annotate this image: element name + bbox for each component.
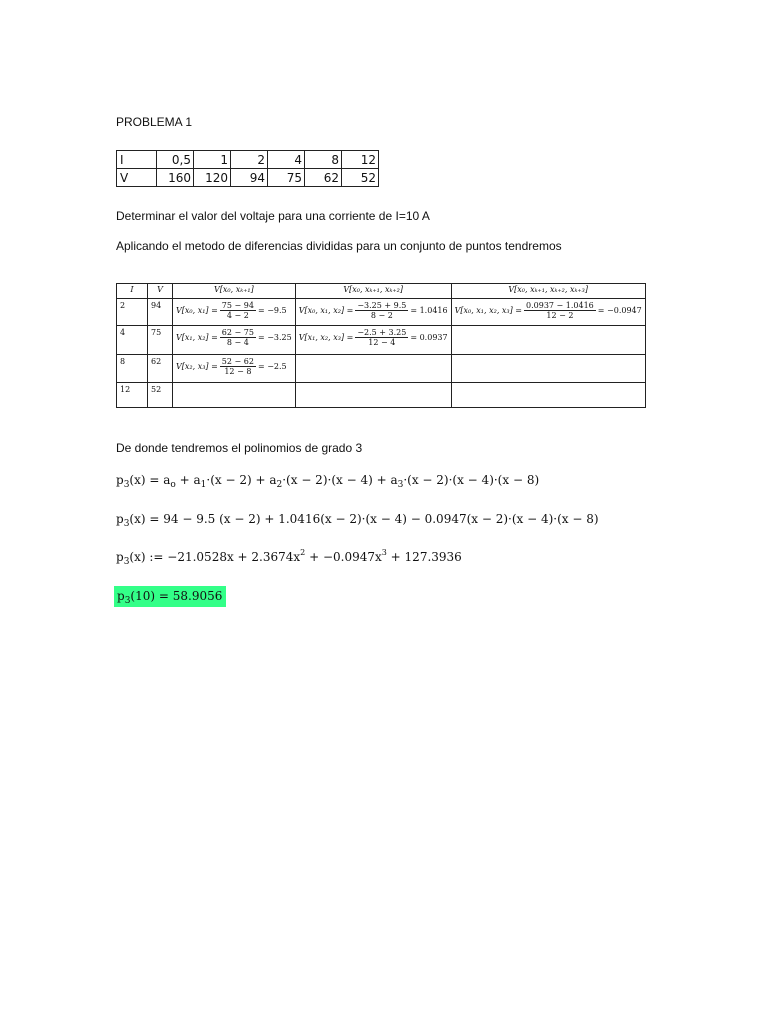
- i-cell: 8: [117, 355, 148, 383]
- table-cell: 62: [305, 169, 342, 187]
- fraction: [355, 328, 408, 347]
- eq-text: ·(x − 2) + a: [206, 473, 277, 487]
- divided-differences-table: [116, 283, 646, 408]
- first-difference-cell: [173, 299, 296, 326]
- fraction: [220, 357, 256, 376]
- fraction: [524, 301, 596, 320]
- eq-p: p: [117, 589, 125, 603]
- row-label: V: [117, 169, 157, 187]
- eq-p-subscript: 3: [123, 519, 130, 529]
- empty-cell: [451, 383, 645, 408]
- column-header: V[x₀, xₖ₊₁]: [173, 284, 296, 299]
- paragraph-aplicando: Aplicando el metodo de diferencias divididas para un conjunto de puntos tendremos: [116, 239, 562, 253]
- eq-p-subscript: 3: [123, 480, 130, 490]
- column-header: V[x₀, xₖ₊₁, xₖ₊₂, xₖ₊₃]: [451, 284, 645, 299]
- result-highlight: [114, 586, 226, 607]
- eq-subscript: 2: [276, 480, 283, 490]
- v-cell: 62: [148, 355, 173, 383]
- table-cell: 8: [305, 151, 342, 169]
- empty-cell: [173, 383, 296, 408]
- eq-p: p: [116, 512, 124, 526]
- difference-result: = −0.0947: [597, 306, 642, 315]
- difference-result: = −3.25: [257, 333, 292, 342]
- table-cell: 1: [194, 151, 231, 169]
- table-row: [117, 326, 646, 355]
- column-header: I: [117, 284, 148, 299]
- eq-p: p: [116, 550, 124, 564]
- difference-label: V[x₀, x₁] =: [176, 306, 218, 315]
- eq-text: ·(x − 2)·(x − 4)·(x − 8): [403, 473, 540, 487]
- fraction-numerator: 52 − 62: [221, 357, 254, 366]
- table-cell: 2: [231, 151, 268, 169]
- eq-text: + a: [175, 473, 201, 487]
- fraction: [220, 328, 256, 347]
- table-row: [117, 299, 646, 326]
- column-header: V: [148, 284, 173, 299]
- table-cell: 4: [268, 151, 305, 169]
- empty-cell: [451, 326, 645, 355]
- fraction-numerator: 62 − 75: [221, 328, 254, 337]
- i-cell: 2: [117, 299, 148, 326]
- table-cell: 120: [194, 169, 231, 187]
- eq-text: ·(x − 2)·(x − 4) + a: [282, 473, 398, 487]
- eq-superscript: 2: [300, 548, 306, 557]
- eq-superscript: 3: [381, 548, 387, 557]
- first-difference-cell: [173, 326, 296, 355]
- eq-subscript: 3: [397, 480, 404, 490]
- fraction-denominator: 12 − 8: [224, 367, 252, 376]
- problem-title: PROBLEMA 1: [116, 115, 193, 129]
- eq-text: + −0.0947x: [305, 550, 382, 564]
- eq-subscript: 1: [200, 480, 207, 490]
- eq-text: + 127.3936: [386, 550, 462, 564]
- row-label: I: [117, 151, 157, 169]
- data-table: [116, 150, 379, 187]
- eq-p: p: [116, 473, 124, 487]
- difference-label: V[x₁, x₂, x₃] =: [298, 333, 354, 342]
- table-header-row: [117, 284, 646, 299]
- table-row: [117, 151, 379, 169]
- difference-result: = −9.5: [257, 306, 287, 315]
- empty-cell: [295, 383, 451, 408]
- equation-substituted: [116, 512, 599, 529]
- fraction-denominator: 4 − 2: [226, 311, 249, 320]
- fraction-numerator: −2.5 + 3.25: [357, 328, 407, 337]
- fraction-denominator: 12 − 2: [546, 311, 574, 320]
- paragraph-determinar: Determinar el valor del voltaje para una corriente de I=10 A: [116, 209, 430, 223]
- eq-subscript: o: [170, 480, 176, 490]
- eq-text: (x) = a: [129, 473, 171, 487]
- paragraph-grado: De donde tendremos el polinomios de grado 3: [116, 441, 363, 455]
- i-cell: 4: [117, 326, 148, 355]
- table-row: [117, 383, 646, 408]
- difference-label: V[x₁, x₂] =: [176, 333, 218, 342]
- table-cell: 75: [268, 169, 305, 187]
- empty-cell: [295, 355, 451, 383]
- first-difference-cell: [173, 355, 296, 383]
- difference-label: V[x₀, x₁, x₂, x₃] =: [454, 306, 522, 315]
- second-difference-cell: [295, 326, 451, 355]
- fraction-denominator: 8 − 2: [370, 311, 393, 320]
- table-cell: 12: [342, 151, 379, 169]
- fraction-denominator: 12 − 4: [368, 338, 396, 347]
- equation-general: [116, 473, 540, 490]
- v-cell: 94: [148, 299, 173, 326]
- eq-p-subscript: 3: [123, 557, 130, 567]
- third-difference-cell: [451, 299, 645, 326]
- v-cell: 75: [148, 326, 173, 355]
- difference-result: = 0.0937: [410, 333, 448, 342]
- column-header: V[x₀, xₖ₊₁, xₖ₊₂]: [295, 284, 451, 299]
- table-row: [117, 355, 646, 383]
- v-cell: 52: [148, 383, 173, 408]
- fraction-numerator: −3.25 + 9.5: [357, 301, 407, 310]
- empty-cell: [451, 355, 645, 383]
- fraction-denominator: 8 − 4: [226, 338, 249, 347]
- eq-text: (x) := −21.0528x + 2.3674x: [129, 550, 301, 564]
- difference-label: V[x₂, x₃] =: [176, 362, 218, 371]
- difference-result: = −2.5: [257, 362, 287, 371]
- table-cell: 0,5: [157, 151, 194, 169]
- table-cell: 160: [157, 169, 194, 187]
- table-cell: 94: [231, 169, 268, 187]
- i-cell: 12: [117, 383, 148, 408]
- result-value: (10) = 58.9056: [130, 589, 223, 603]
- difference-label: V[x₀, x₁, x₂] =: [298, 306, 354, 315]
- eq-p-subscript: 3: [124, 596, 131, 606]
- table-cell: 52: [342, 169, 379, 187]
- table-row: [117, 169, 379, 187]
- fraction-numerator: 75 − 94: [221, 301, 254, 310]
- fraction-numerator: 0.0937 − 1.0416: [526, 301, 594, 310]
- difference-result: = 1.0416: [410, 306, 448, 315]
- equation-expanded: [116, 548, 462, 567]
- second-difference-cell: [295, 299, 451, 326]
- fraction: [355, 301, 408, 320]
- fraction: [220, 301, 256, 320]
- eq-text: (x) = 94 − 9.5 (x − 2) + 1.0416(x − 2)·(x − 4) − 0.0947(x − 2)·(x − 4)·(x − 8): [129, 512, 599, 526]
